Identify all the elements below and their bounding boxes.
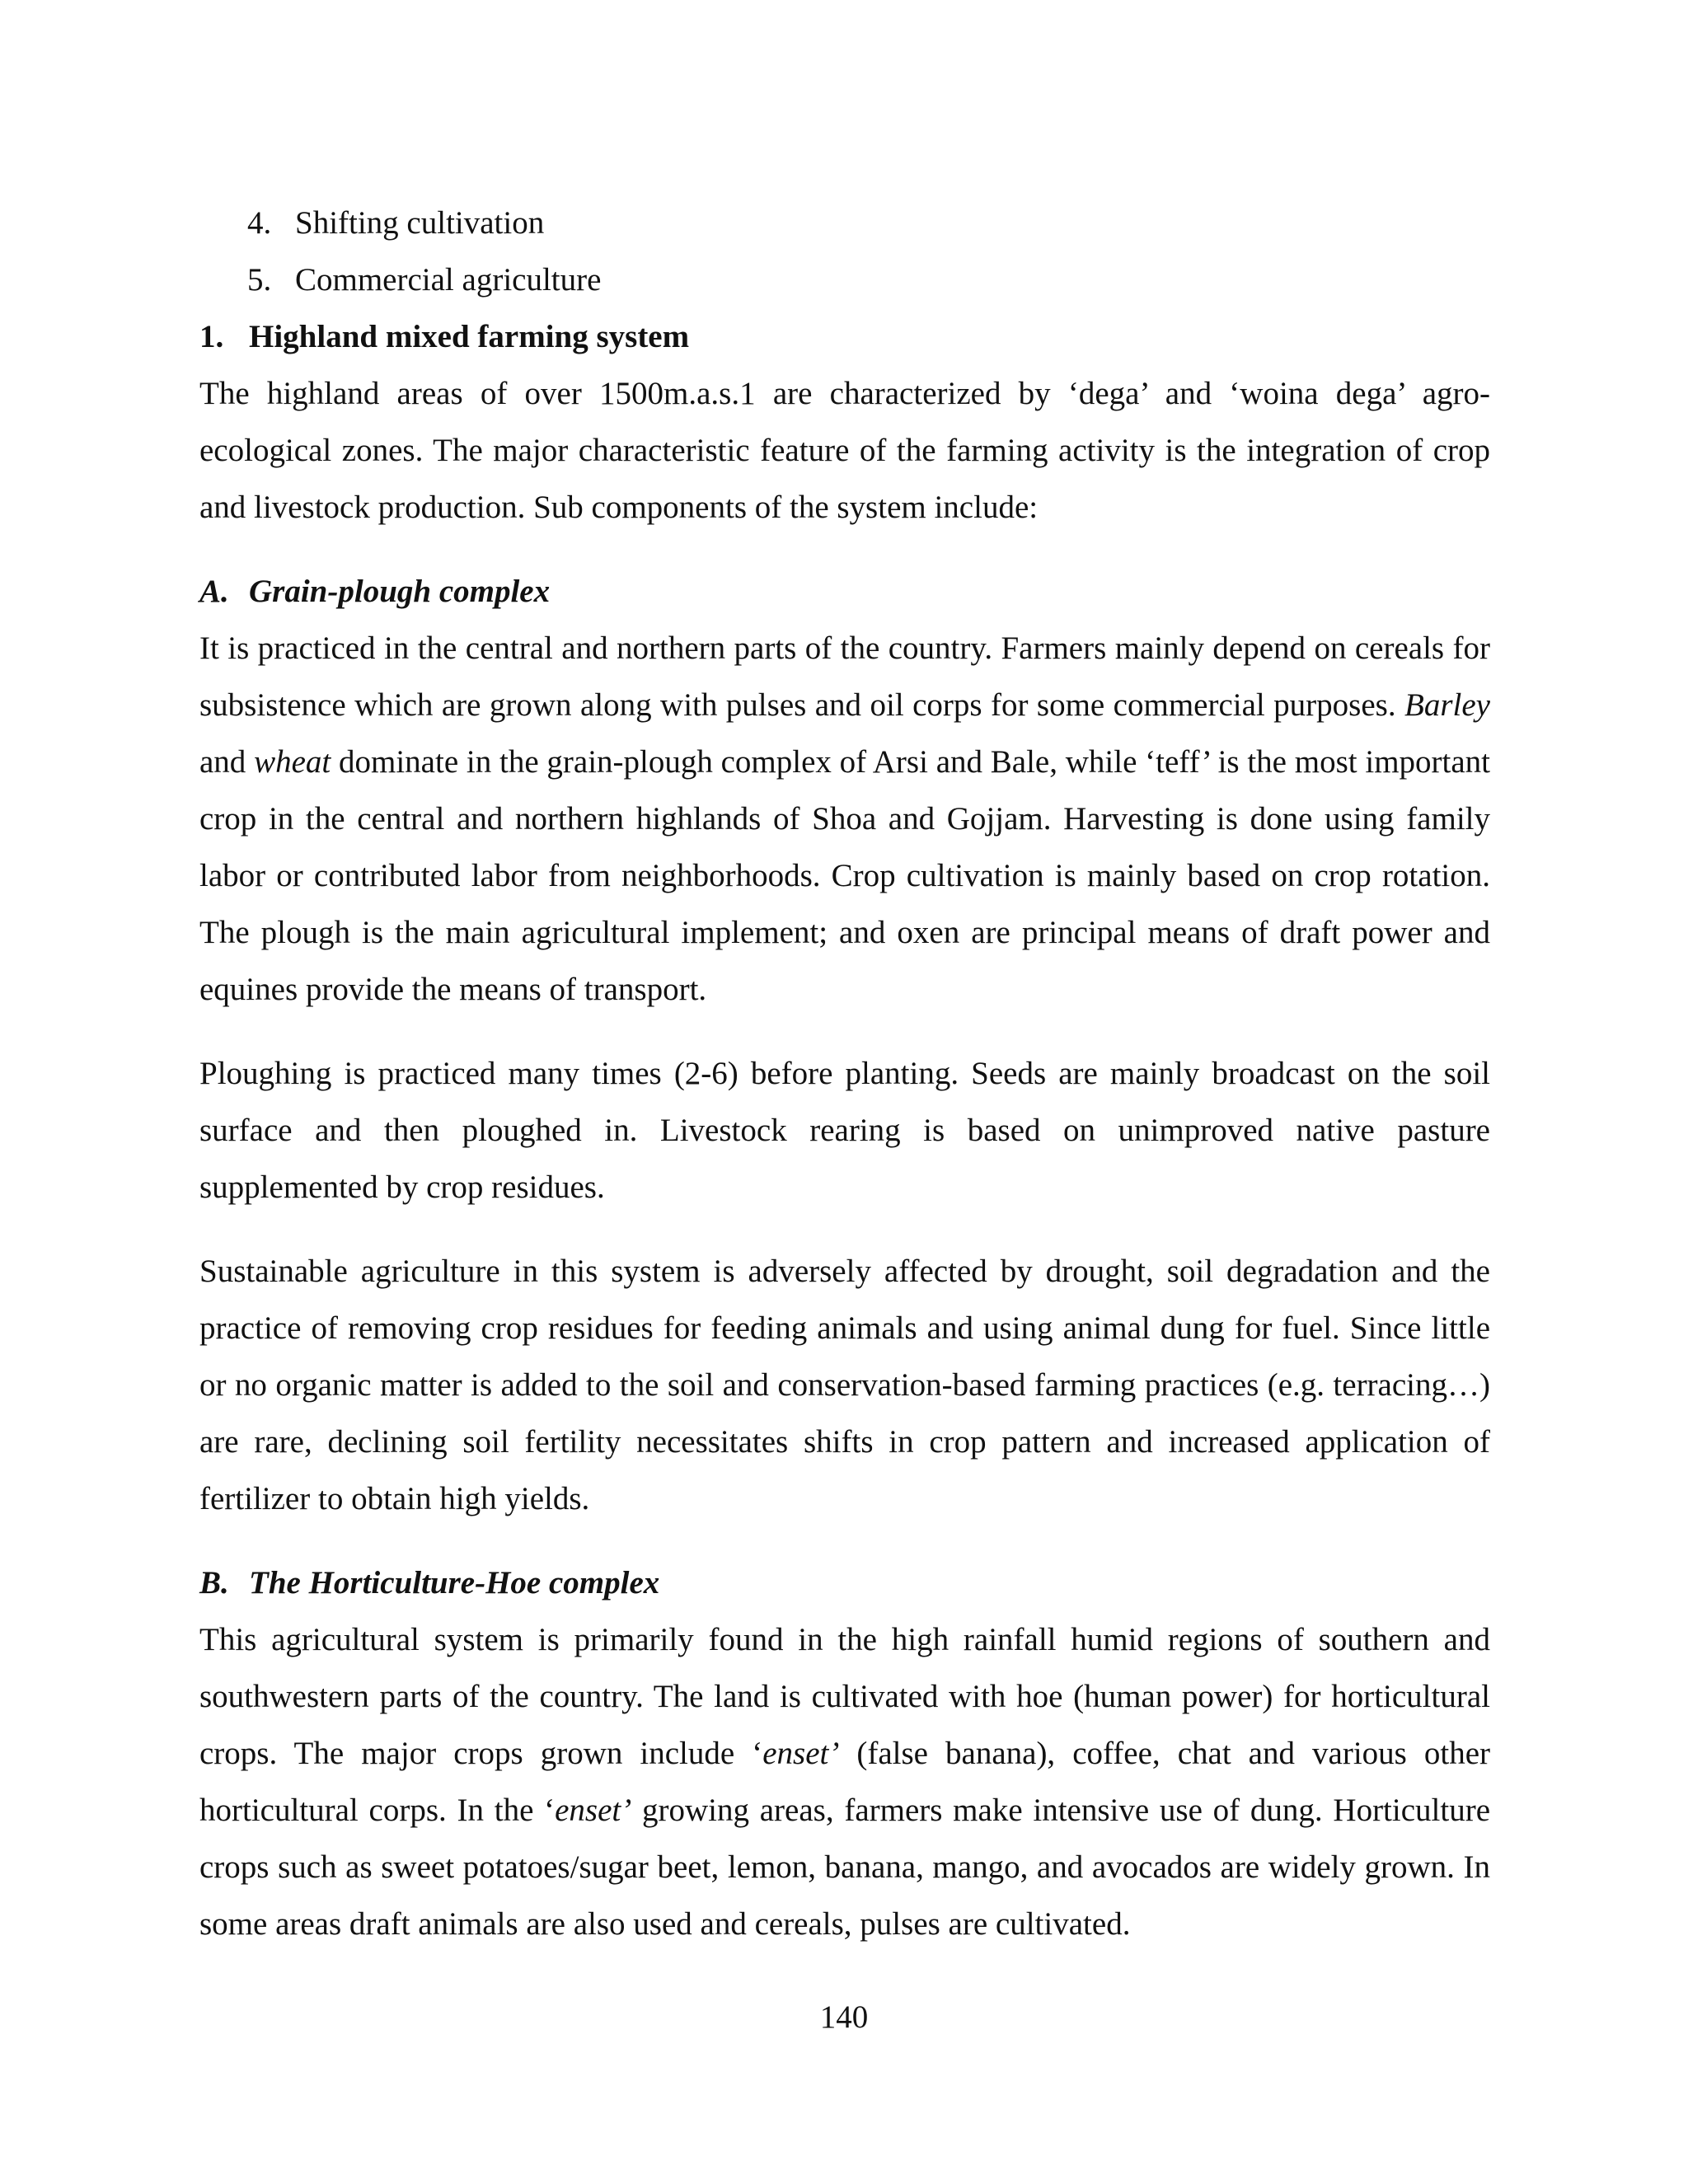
text-run: growing areas, farmers make intensive use of dung. Horticulture crops such as sweet potatoes/sugar beet, lemon, banana, mango, and avocados are widely grown. In some areas draft animals are also used and cereals, pulses are cultivated. [199,1793,1491,1942]
italic-crop-enset: enset’ [555,1793,632,1828]
page-content [199,194,1490,1952]
section-title: Highland mixed farming system [249,319,690,354]
subsection-letter: A. [199,574,229,609]
subsection-title: Grain-plough complex [249,574,551,609]
text-run: This agricultural system is primarily found in the high rainfall humid regions of southern and southwestern parts of the country. The land is cultivated with hoe (human power) for horticultural crops. The major crops grown include ‘ [199,1622,1490,1771]
list-item-text: Shifting cultivation [295,205,545,241]
subsection-letter: B. [199,1565,229,1601]
paragraph-highland-intro: The highland areas of over 1500m.a.s.1 are characterized by ‘dega’ and ‘woina dega’ agro-ecological zones. The major characteristic feature of the farming activity is the integration of crop and livestock production. Sub components of the system include: [199,376,1490,525]
paragraph-horticulture-hoe [199,1611,1490,1952]
list-item-number: 4. [247,205,272,241]
list-item-number: 5. [247,262,272,298]
list-item [247,251,1490,308]
paragraph-grain-plough-1 [199,620,1490,1018]
text-run: and [199,744,255,780]
paragraph-grain-plough-3: Sustainable agriculture in this system is adversely affected by drought, soil degradation and the practice of removing crop residues for feeding animals and using animal dung for fuel. Since little or no organic matter is added to the soil and conservation-based farming practices (e.g. terracing…) are rare, declining soil fertility necessitates shifts in crop pattern and increased application of fertilizer to obtain high yields. [199,1254,1490,1516]
subsection-heading-horticulture-hoe [199,1554,1490,1611]
text-run: It is practiced in the central and northern parts of the country. Farmers mainly depend on cereals for subsistence which are grown along with pulses and oil corps for some commercial purposes. [199,630,1490,723]
italic-crop-enset: enset’ [762,1736,840,1771]
text-run: (false banana), coffee, chat and various other horticultural corps. In the ‘ [199,1736,1490,1828]
section-heading-highland [199,308,1490,365]
italic-crop-barley: Barley [1404,687,1490,723]
list-item [247,194,1490,251]
section-number: 1. [199,319,224,354]
subsection-title: The Horticulture-Hoe complex [249,1565,660,1601]
paragraph-grain-plough-2: Ploughing is practiced many times (2-6) before planting. Seeds are mainly broadcast on the soil surface and then ploughed in. Livestock rearing is based on unimproved native pasture supplemented by crop residues. [199,1056,1490,1205]
list-item-text: Commercial agriculture [295,262,602,298]
italic-crop-wheat: wheat [254,744,331,780]
page-number: 140 [819,1999,869,2035]
subsection-heading-grain-plough [199,563,1490,620]
text-run: dominate in the grain-plough complex of Arsi and Bale, while ‘teff’ is the most important crop in the central and northern highlands of Shoa and Gojjam. Harvesting is done using family labor or contributed labor from neighborhoods. Crop cultivation is mainly based on crop rotation. The plough is the main agricultural implement; and oxen are principal means of draft power and equines provide the means of transport. [199,744,1490,1007]
